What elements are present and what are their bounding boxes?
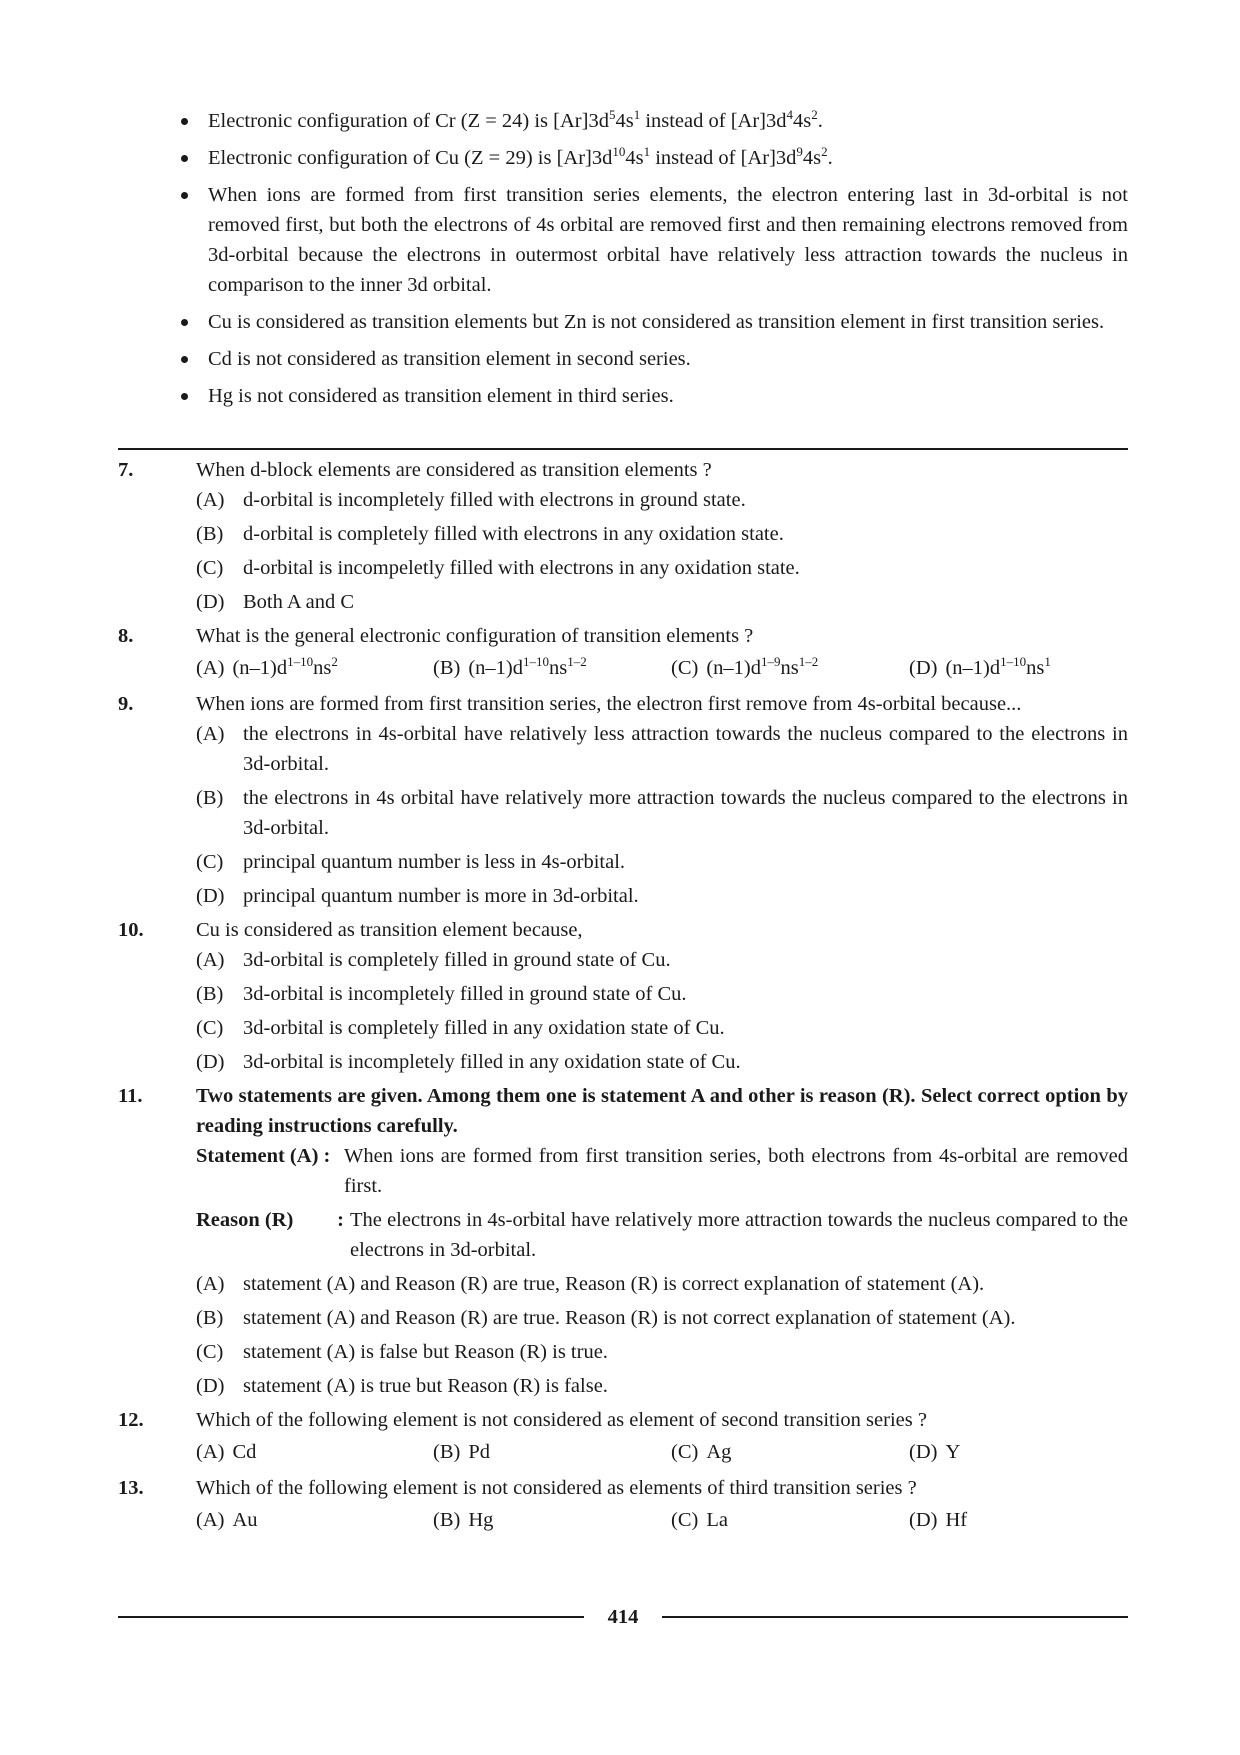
bullet-item: Hg is not considered as transition element in third series.: [118, 381, 1128, 411]
option-a: (A) Au: [196, 1509, 258, 1531]
bullet-item: When ions are formed from first transition series elements, the electron entering last in 3d-orbital is not removed first, but both the electrons of 4s orbital are removed first and then remaining electrons removed from 3d-orbital because the electrons in outermost orbital have relatively less attraction towards the nucleus in comparison to the inner 3d orbital.: [118, 180, 1128, 300]
option-a: (A) $(n-1)d^{1-10}ns^2$: [196, 654, 338, 679]
option-c: (C) d-orbital is incompeletly filled with electrons in any oxidation state.: [196, 557, 800, 579]
question-text: Cu is considered as transition element because,: [196, 919, 583, 941]
option-d: (D) statement (A) is true but Reason (R) is false.: [196, 1375, 608, 1397]
option-d: (D) Y: [909, 1441, 961, 1463]
reason-r: Reason (R) : The electrons in 4s-orbital have relatively more attraction towards the nucleus compared to the electrons in 3d-orbital.: [196, 1209, 1128, 1261]
option-a: (A) d-orbital is incompletely filled with electrons in ground state.: [196, 489, 746, 511]
option-b: (B) Pd: [433, 1441, 490, 1463]
question-number: 7.: [118, 459, 134, 481]
question-text: Which of the following element is not considered as elements of third transition series ?: [196, 1477, 917, 1499]
question-number: 10.: [118, 919, 144, 941]
question-number: 12.: [118, 1409, 144, 1431]
question-text: What is the general electronic configuration of transition elements ?: [196, 625, 754, 647]
question-10: [118, 915, 1128, 1077]
option-a: (A) the electrons in 4s-orbital have relatively less attraction towards the nucleus compared to the electrons in 3d-orbital.: [196, 723, 1128, 775]
option-row: [196, 1503, 1128, 1537]
question-13: [118, 1473, 1128, 1537]
option-row: [196, 1435, 1128, 1469]
question-number: 13.: [118, 1477, 144, 1499]
option-c: (C) La: [671, 1509, 728, 1531]
question-text: Two statements are given. Among them one is statement A and other is reason (R). Select correct option by reading instructions carefully.: [196, 1085, 1128, 1137]
option-d: (D) 3d-orbital is incompletely filled in any oxidation state of Cu.: [196, 1051, 741, 1073]
question-7: [118, 455, 1128, 617]
option-c: (C) $(n-1)d^{1-9}ns^{1-2}$: [671, 654, 819, 679]
option-d: (D) $(n-1)d^{1-10}ns^1$: [909, 654, 1051, 679]
bullet-item: Cu is considered as transition elements but Zn is not considered as transition element in first transition series.: [118, 307, 1128, 337]
footer-rule-right: [662, 1616, 1128, 1618]
option-c: (C) principal quantum number is less in 4s-orbital.: [196, 851, 626, 873]
question-number: 9.: [118, 693, 134, 715]
option-d: (D) Both A and C: [196, 591, 355, 613]
question-list: [118, 455, 1128, 1541]
question-text: When d-block elements are considered as transition elements ?: [196, 459, 712, 481]
bullet-item: Cd is not considered as transition element in second series.: [118, 344, 1128, 374]
section-divider: [118, 448, 1128, 450]
option-b: (B) $(n-1)d^{1-10}ns^{1-2}$: [433, 654, 587, 679]
option-c: (C) Ag: [671, 1441, 732, 1463]
option-a: (A) 3d-orbital is completely filled in ground state of Cu.: [196, 949, 671, 971]
question-11: [118, 1081, 1128, 1401]
question-8: [118, 621, 1128, 685]
option-a: (A) statement (A) and Reason (R) are true, Reason (R) is correct explanation of statement (A).: [196, 1273, 985, 1295]
textbook-page: [118, 0, 1128, 1755]
option-b: (B) Hg: [433, 1509, 494, 1531]
option-b: (B) 3d-orbital is incompletely filled in ground state of Cu.: [196, 983, 687, 1005]
option-b: (B) statement (A) and Reason (R) are true. Reason (R) is not correct explanation of statement (A).: [196, 1307, 1016, 1329]
option-b: (B) the electrons in 4s orbital have relatively more attraction towards the nucleus compared to the electrons in 3d-orbital.: [196, 787, 1128, 839]
question-number: 8.: [118, 625, 134, 647]
option-c: (C) 3d-orbital is completely filled in any oxidation state of Cu.: [196, 1017, 725, 1039]
statement-a: Statement (A) : When ions are formed from first transition series, both electrons from 4s-orbital are removed first.: [196, 1145, 1128, 1197]
option-b: (B) d-orbital is completely filled with electrons in any oxidation state.: [196, 523, 784, 545]
page-footer: [118, 1602, 1128, 1632]
bullet-item: Electronic configuration of Cu (Z = 29) is $[Ar]3d^{10}4s^1$ instead of $[Ar]3d^94s^2$.: [118, 143, 1128, 173]
footer-rule-left: [118, 1616, 584, 1618]
bullet-item: Electronic configuration of Cr (Z = 24) is $[Ar]3d^54s^1$ instead of $[Ar]3d^44s^2$.: [118, 106, 1128, 136]
page-number: 414: [607, 1606, 639, 1628]
question-number: 11.: [118, 1085, 143, 1107]
option-d: (D) Hf: [909, 1509, 968, 1531]
option-c: (C) statement (A) is false but Reason (R) is true.: [196, 1341, 608, 1363]
option-a: (A) Cd: [196, 1441, 257, 1463]
option-d: (D) principal quantum number is more in 3d-orbital.: [196, 885, 639, 907]
question-12: [118, 1405, 1128, 1469]
option-row: [196, 651, 1128, 685]
bullet-list: [118, 106, 1128, 418]
question-text: Which of the following element is not considered as element of second transition series ?: [196, 1409, 927, 1431]
question-9: [118, 689, 1128, 911]
question-text: When ions are formed from first transition series, the electron first remove from 4s-orbital because...: [196, 693, 1022, 715]
